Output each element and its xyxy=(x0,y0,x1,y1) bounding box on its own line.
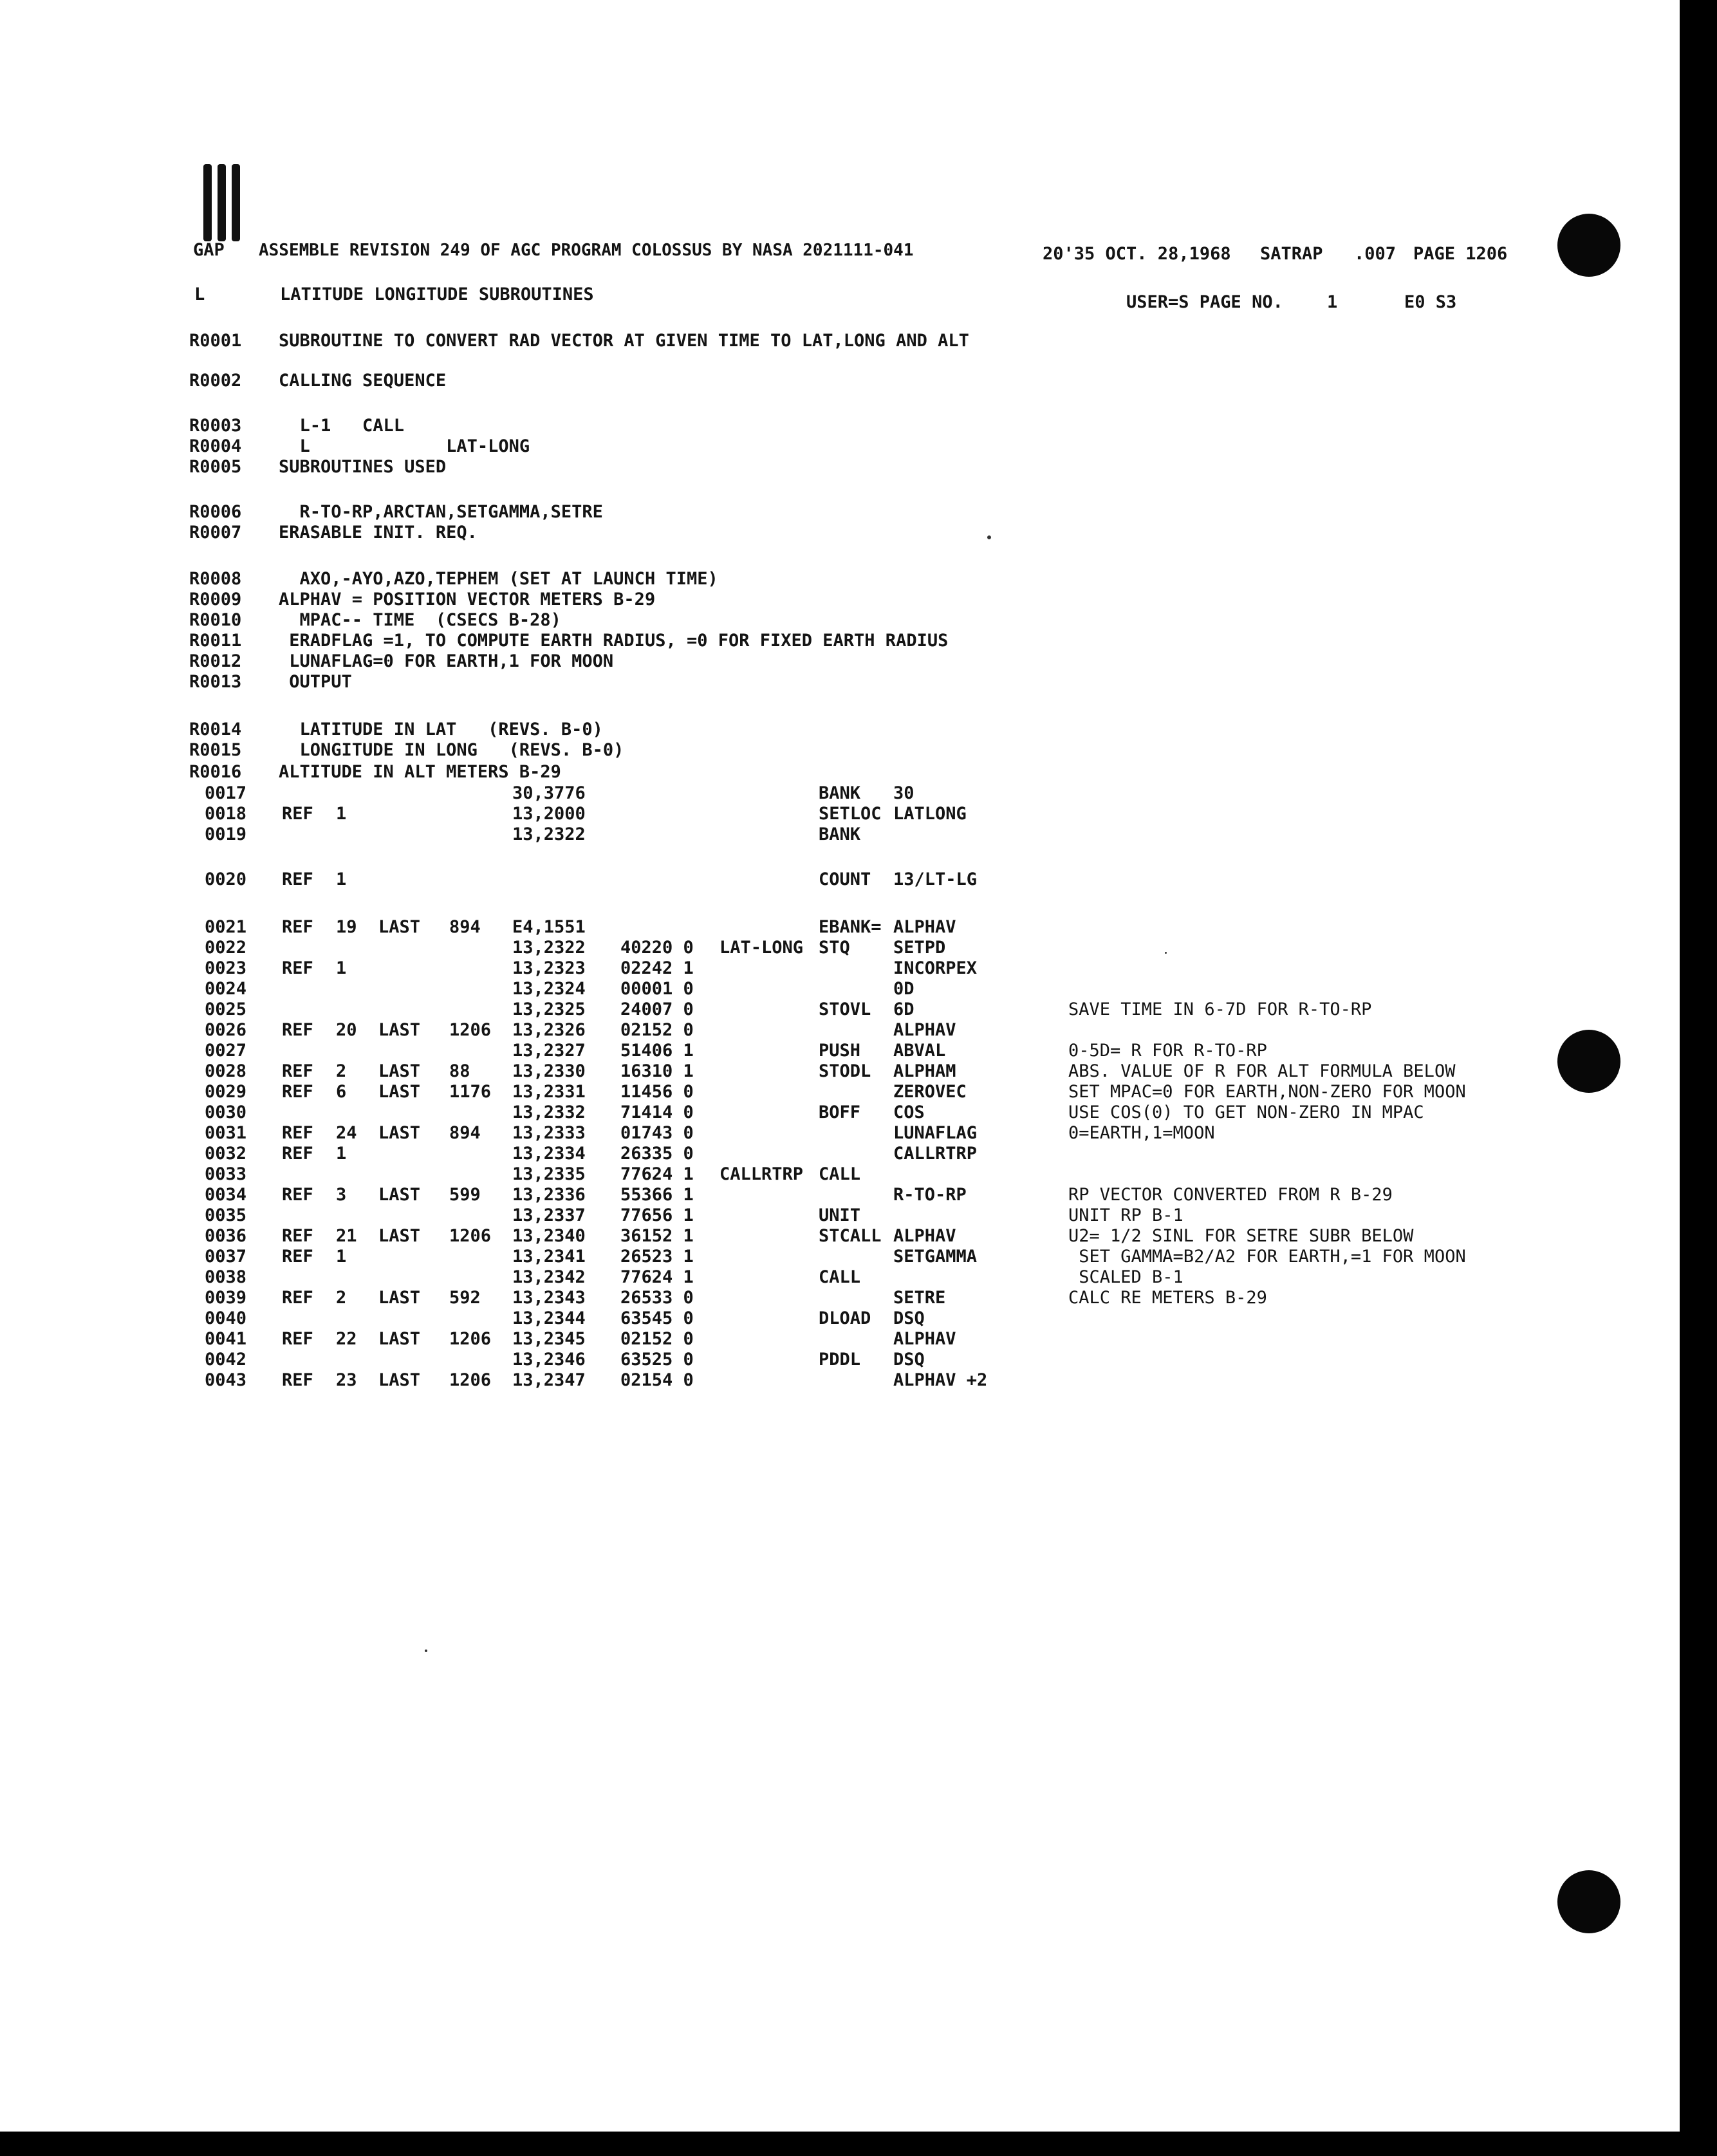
ref-marker: REF xyxy=(282,1226,313,1246)
ref-count: 2 xyxy=(336,1061,347,1081)
opcode: BOFF xyxy=(819,1102,861,1122)
octal-word: 77624 1 xyxy=(620,1164,694,1184)
ref-marker: REF xyxy=(282,1329,313,1349)
ref-marker: REF xyxy=(282,1020,313,1040)
octal-word: 77624 1 xyxy=(620,1267,694,1287)
line-number: 0026 xyxy=(205,1020,247,1040)
margin-mark-bar xyxy=(232,164,240,241)
binder-hole xyxy=(1557,1870,1620,1933)
address: 13,2342 xyxy=(512,1267,586,1287)
ref-count: 3 xyxy=(336,1185,347,1205)
code-comment: SCALED B-1 xyxy=(1068,1267,1183,1287)
ref-marker: REF xyxy=(282,1185,313,1205)
opcode: BANK xyxy=(819,783,861,803)
remark-id: R0016 xyxy=(189,762,242,782)
last-page: 1206 xyxy=(449,1020,492,1040)
line-number: 0029 xyxy=(205,1082,247,1102)
print-speck xyxy=(425,1650,427,1652)
remark-id: R0003 xyxy=(189,416,242,436)
opcode: COUNT xyxy=(819,869,871,889)
opcode: UNIT xyxy=(819,1205,861,1225)
remark-text: ERADFLAG =1, TO COMPUTE EARTH RADIUS, =0 FOR FIXED EARTH RADIUS xyxy=(279,631,949,651)
line-number: 0020 xyxy=(205,869,247,889)
code-comment: UNIT RP B-1 xyxy=(1068,1205,1183,1225)
line-number: 0018 xyxy=(205,804,247,824)
operand: ALPHAV xyxy=(893,917,956,937)
line-number: 0039 xyxy=(205,1288,247,1308)
page-title: ASSEMBLE REVISION 249 OF AGC PROGRAM COLOSSUS BY NASA 2021111-041 xyxy=(259,241,914,260)
address: 13,2000 xyxy=(512,804,586,824)
address: 13,2332 xyxy=(512,1102,586,1122)
last-page: 599 xyxy=(449,1185,481,1205)
ref-marker: REF xyxy=(282,1123,313,1143)
operand: DSQ xyxy=(893,1308,925,1328)
last-page: 1206 xyxy=(449,1329,492,1349)
remark-id: R0002 xyxy=(189,371,242,391)
address: 13,2335 xyxy=(512,1164,586,1184)
remark-id: R0012 xyxy=(189,651,242,671)
remark-id: R0014 xyxy=(189,720,242,739)
address: 13,2343 xyxy=(512,1288,586,1308)
code-comment: 0-5D= R FOR R-TO-RP xyxy=(1068,1041,1267,1061)
address: 13,2336 xyxy=(512,1185,586,1205)
ref-count: 1 xyxy=(336,804,347,824)
octal-word: 26335 0 xyxy=(620,1144,694,1164)
remark-id: R0001 xyxy=(189,331,242,351)
code-comment: RP VECTOR CONVERTED FROM R B-29 xyxy=(1068,1185,1393,1205)
remark-id: R0007 xyxy=(189,523,242,543)
operand: INCORPEX xyxy=(893,958,978,978)
operand: LUNAFLAG xyxy=(893,1123,978,1143)
address: 13,2325 xyxy=(512,999,586,1019)
octal-word: 02242 1 xyxy=(620,958,694,978)
line-number: 0037 xyxy=(205,1247,247,1267)
line-number: 0032 xyxy=(205,1144,247,1164)
line-number: 0027 xyxy=(205,1041,247,1061)
opcode: PUSH xyxy=(819,1041,861,1061)
last-marker: LAST xyxy=(378,1370,421,1390)
line-number: 0035 xyxy=(205,1205,247,1225)
octal-word: 26523 1 xyxy=(620,1247,694,1267)
remark-text: L-1 CALL xyxy=(279,416,405,436)
address: 13,2344 xyxy=(512,1308,586,1328)
address: 13,2323 xyxy=(512,958,586,978)
last-marker: LAST xyxy=(378,1288,421,1308)
last-marker: LAST xyxy=(378,1082,421,1102)
run-user: SATRAP xyxy=(1260,244,1323,264)
operand: ZEROVEC xyxy=(893,1082,967,1102)
remark-text: LUNAFLAG=0 FOR EARTH,1 FOR MOON xyxy=(279,651,614,671)
address: 13,2324 xyxy=(512,979,586,999)
operand: 6D xyxy=(893,999,914,1019)
line-number: 0036 xyxy=(205,1226,247,1246)
opcode: CALL xyxy=(819,1267,861,1287)
remark-text: L LAT-LONG xyxy=(279,436,530,456)
ref-count: 20 xyxy=(336,1020,357,1040)
line-number: 0028 xyxy=(205,1061,247,1081)
ref-marker: REF xyxy=(282,1082,313,1102)
code-comment: SET GAMMA=B2/A2 FOR EARTH,=1 FOR MOON xyxy=(1068,1247,1466,1267)
address: 13,2341 xyxy=(512,1247,586,1267)
remark-text: ALPHAV = POSITION VECTOR METERS B-29 xyxy=(279,590,656,609)
user-page-number: 1 xyxy=(1327,292,1338,312)
operand: 0D xyxy=(893,979,914,999)
operand: SETGAMMA xyxy=(893,1247,978,1267)
line-number: 0042 xyxy=(205,1350,247,1370)
remark-text: SUBROUTINES USED xyxy=(279,457,447,477)
last-page: 1176 xyxy=(449,1082,492,1102)
remark-id: R0008 xyxy=(189,569,242,589)
section-title: LATITUDE LONGITUDE SUBROUTINES xyxy=(280,284,594,304)
ref-count: 21 xyxy=(336,1226,357,1246)
address: 30,3776 xyxy=(512,783,586,803)
ref-marker: REF xyxy=(282,917,313,937)
address: E4,1551 xyxy=(512,917,586,937)
address: 13,2346 xyxy=(512,1350,586,1370)
remark-id: R0015 xyxy=(189,740,242,760)
code-comment: CALC RE METERS B-29 xyxy=(1068,1288,1267,1308)
line-number: 0022 xyxy=(205,938,247,958)
remark-text: ALTITUDE IN ALT METERS B-29 xyxy=(279,762,561,782)
code-label: CALLRTRP xyxy=(719,1164,804,1184)
operand: ALPHAV +2 xyxy=(893,1370,988,1390)
operand: SETRE xyxy=(893,1288,946,1308)
address: 13,2322 xyxy=(512,824,586,844)
remark-id: R0010 xyxy=(189,610,242,630)
address: 13,2347 xyxy=(512,1370,586,1390)
remark-text: LATITUDE IN LAT (REVS. B-0) xyxy=(279,720,603,739)
ref-count: 1 xyxy=(336,1144,347,1164)
line-number: 0041 xyxy=(205,1329,247,1349)
last-marker: LAST xyxy=(378,1226,421,1246)
opcode: BANK xyxy=(819,824,861,844)
octal-word: 01743 0 xyxy=(620,1123,694,1143)
octal-word: 63525 0 xyxy=(620,1350,694,1370)
line-number: 0034 xyxy=(205,1185,247,1205)
opcode: STQ xyxy=(819,938,850,958)
code-comment: USE COS(0) TO GET NON-ZERO IN MPAC xyxy=(1068,1102,1424,1122)
remark-id: R0013 xyxy=(189,672,242,692)
remark-id: R0011 xyxy=(189,631,242,651)
remark-text: AXO,-AYO,AZO,TEPHEM (SET AT LAUNCH TIME) xyxy=(279,569,718,589)
code-comment: 0=EARTH,1=MOON xyxy=(1068,1123,1215,1143)
ref-count: 6 xyxy=(336,1082,347,1102)
ref-marker: REF xyxy=(282,1288,313,1308)
octal-word: 00001 0 xyxy=(620,979,694,999)
octal-word: 63545 0 xyxy=(620,1308,694,1328)
last-marker: LAST xyxy=(378,1123,421,1143)
ref-count: 22 xyxy=(336,1329,357,1349)
remark-text: MPAC-- TIME (CSECS B-28) xyxy=(279,610,561,630)
address: 13,2330 xyxy=(512,1061,586,1081)
ref-marker: REF xyxy=(282,804,313,824)
remark-id: R0009 xyxy=(189,590,242,609)
ref-count: 1 xyxy=(336,958,347,978)
line-number: 0040 xyxy=(205,1308,247,1328)
ref-count: 2 xyxy=(336,1288,347,1308)
opcode: STOVL xyxy=(819,999,871,1019)
last-marker: LAST xyxy=(378,917,421,937)
address: 13,2345 xyxy=(512,1329,586,1349)
operand: CALLRTRP xyxy=(893,1144,978,1164)
address: 13,2322 xyxy=(512,938,586,958)
last-page: 894 xyxy=(449,1123,481,1143)
run-code: .007 xyxy=(1354,244,1397,264)
opcode: SETLOC xyxy=(819,804,882,824)
last-page: 894 xyxy=(449,917,481,937)
binder-hole xyxy=(1557,214,1620,277)
line-number: 0031 xyxy=(205,1123,247,1143)
remark-text: SUBROUTINE TO CONVERT RAD VECTOR AT GIVEN TIME TO LAT,LONG AND ALT xyxy=(279,331,969,351)
line-number: 0038 xyxy=(205,1267,247,1287)
last-marker: LAST xyxy=(378,1061,421,1081)
run-timestamp: 20'35 OCT. 28,1968 xyxy=(1043,244,1231,264)
binder-hole xyxy=(1557,1030,1620,1093)
remark-text: CALLING SEQUENCE xyxy=(279,371,447,391)
opcode: EBANK= xyxy=(819,917,882,937)
address: 13,2333 xyxy=(512,1123,586,1143)
last-marker: LAST xyxy=(378,1020,421,1040)
address: 13,2334 xyxy=(512,1144,586,1164)
ref-marker: REF xyxy=(282,1247,313,1267)
line-number: 0025 xyxy=(205,999,247,1019)
octal-word: 40220 0 xyxy=(620,938,694,958)
address: 13,2327 xyxy=(512,1041,586,1061)
line-number: 0023 xyxy=(205,958,247,978)
ref-marker: REF xyxy=(282,958,313,978)
remark-text: ERASABLE INIT. REQ. xyxy=(279,523,478,543)
line-number: 0024 xyxy=(205,979,247,999)
remark-id: R0004 xyxy=(189,436,242,456)
operand: LATLONG xyxy=(893,804,967,824)
opcode: DLOAD xyxy=(819,1308,871,1328)
section-mark: L xyxy=(194,284,205,304)
line-number: 0043 xyxy=(205,1370,247,1390)
code-label: LAT-LONG xyxy=(719,938,804,958)
line-number: 0017 xyxy=(205,783,247,803)
code-comment: U2= 1/2 SINL FOR SETRE SUBR BELOW xyxy=(1068,1226,1414,1246)
margin-mark-bar xyxy=(218,164,226,241)
remark-text: LONGITUDE IN LONG (REVS. B-0) xyxy=(279,740,624,760)
code-comment: ABS. VALUE OF R FOR ALT FORMULA BELOW xyxy=(1068,1061,1456,1081)
octal-word: 51406 1 xyxy=(620,1041,694,1061)
opcode: STCALL xyxy=(819,1226,882,1246)
octal-word: 16310 1 xyxy=(620,1061,694,1081)
ref-marker: REF xyxy=(282,1061,313,1081)
octal-word: 55366 1 xyxy=(620,1185,694,1205)
ref-marker: REF xyxy=(282,1144,313,1164)
opcode: STODL xyxy=(819,1061,871,1081)
octal-word: 02152 0 xyxy=(620,1329,694,1349)
octal-word: 26533 0 xyxy=(620,1288,694,1308)
address: 13,2326 xyxy=(512,1020,586,1040)
octal-word: 11456 0 xyxy=(620,1082,694,1102)
last-marker: LAST xyxy=(378,1329,421,1349)
ref-count: 1 xyxy=(336,869,347,889)
octal-word: 24007 0 xyxy=(620,999,694,1019)
octal-word: 77656 1 xyxy=(620,1205,694,1225)
user-page-label: USER=S PAGE NO. xyxy=(1126,292,1283,312)
operand: ALPHAV xyxy=(893,1020,956,1040)
page-suffix: E0 S3 xyxy=(1404,292,1457,312)
last-marker: LAST xyxy=(378,1185,421,1205)
code-comment: SET MPAC=0 FOR EARTH,NON-ZERO FOR MOON xyxy=(1068,1082,1466,1102)
ref-count: 23 xyxy=(336,1370,357,1390)
operand: ABVAL xyxy=(893,1041,946,1061)
operand: ALPHAV xyxy=(893,1226,956,1246)
last-page: 592 xyxy=(449,1288,481,1308)
last-page: 1206 xyxy=(449,1226,492,1246)
line-number: 0030 xyxy=(205,1102,247,1122)
operand: COS xyxy=(893,1102,925,1122)
margin-mark-bar xyxy=(203,164,212,241)
octal-word: 02154 0 xyxy=(620,1370,694,1390)
opcode: CALL xyxy=(819,1164,861,1184)
octal-word: 02152 0 xyxy=(620,1020,694,1040)
opcode: PDDL xyxy=(819,1350,861,1370)
operand: ALPHAV xyxy=(893,1329,956,1349)
operand: 30 xyxy=(893,783,914,803)
operand: 13/LT-LG xyxy=(893,869,978,889)
remark-id: R0006 xyxy=(189,502,242,522)
print-speck xyxy=(1165,952,1167,954)
line-number: 0033 xyxy=(205,1164,247,1184)
code-comment: SAVE TIME IN 6-7D FOR R-TO-RP xyxy=(1068,999,1372,1019)
page-number: PAGE 1206 xyxy=(1413,244,1508,264)
address: 13,2340 xyxy=(512,1226,586,1246)
print-speck xyxy=(987,535,991,539)
last-page: 1206 xyxy=(449,1370,492,1390)
operand: SETPD xyxy=(893,938,946,958)
line-number: 0019 xyxy=(205,824,247,844)
address: 13,2331 xyxy=(512,1082,586,1102)
ref-count: 1 xyxy=(336,1247,347,1267)
ref-marker: REF xyxy=(282,1370,313,1390)
line-number: 0021 xyxy=(205,917,247,937)
remark-id: R0005 xyxy=(189,457,242,477)
ref-count: 19 xyxy=(336,917,357,937)
operand: DSQ xyxy=(893,1350,925,1370)
operand: ALPHAM xyxy=(893,1061,956,1081)
remark-text: OUTPUT xyxy=(279,672,352,692)
address: 13,2337 xyxy=(512,1205,586,1225)
ref-count: 24 xyxy=(336,1123,357,1143)
remark-text: R-TO-RP,ARCTAN,SETGAMMA,SETRE xyxy=(279,502,603,522)
octal-word: 71414 0 xyxy=(620,1102,694,1122)
corner-mark: GAP xyxy=(193,240,225,260)
ref-marker: REF xyxy=(282,869,313,889)
operand: R-TO-RP xyxy=(893,1185,967,1205)
last-page: 88 xyxy=(449,1061,470,1081)
octal-word: 36152 1 xyxy=(620,1226,694,1246)
